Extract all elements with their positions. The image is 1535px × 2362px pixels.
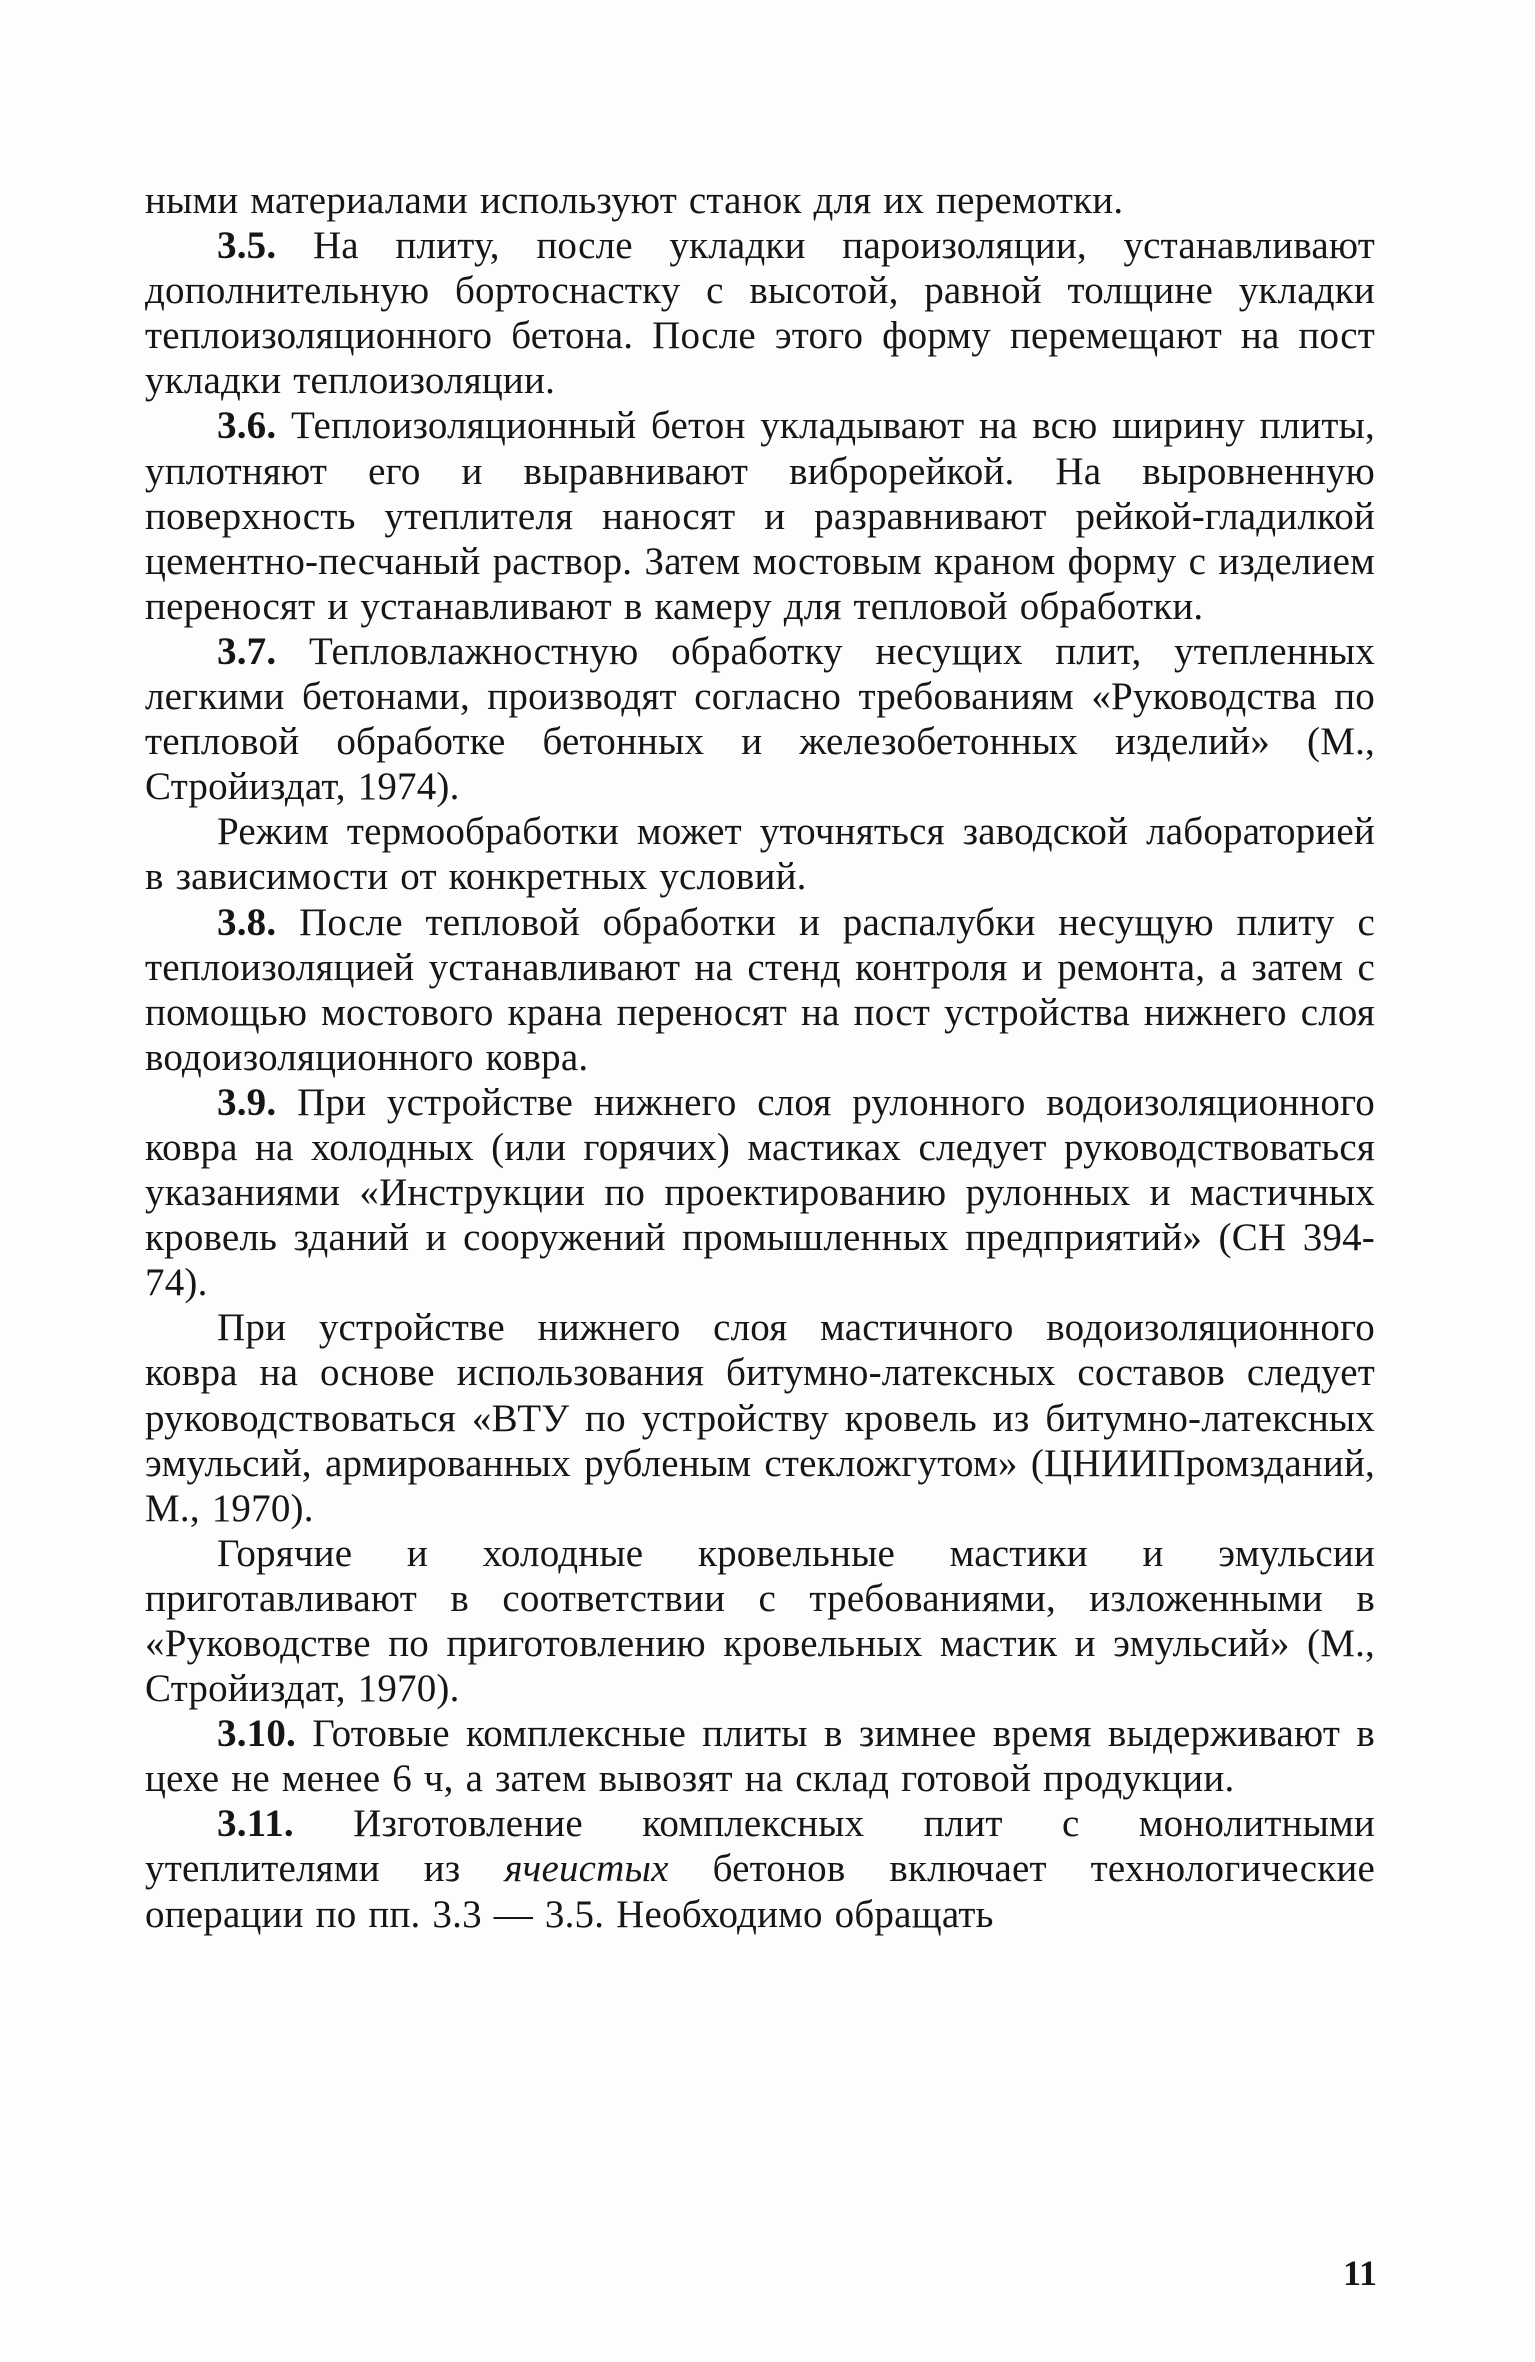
paragraph-text: Горячие и холодные кровельные мастики и эмульсии приготавливают в соответствии с требованиями, изложенными в «Руководстве по приготовлению кровельных мастик и эмульсий» (М., Стройиздат, 1970). [145,1531,1375,1711]
paragraph-3-7 [145,629,1375,809]
paragraph-text: На плиту, после укладки пароизоляции, устанавливают дополнительную бортоснастку с высотой, равной толщине укладки теплоизоляционного бетона. После этого форму перемещают на пост укладки теплоизоляции. [145,224,1376,403]
paragraph-3-6 [145,403,1375,628]
paragraph-text: Режим термообработки может уточняться заводской лабораторией в зависимости от конкретных условий. [145,810,1375,899]
paragraph-continuation [145,178,1375,223]
paragraph-text: бетонов включает технологические операции по пп. 3.3 — 3.5. Необходимо обращать [145,1847,1376,1936]
clause-number: 3.7. [217,629,277,673]
paragraph-3-5 [145,223,1375,403]
paragraph-text: ными материалами используют станок для их перемотки. [145,179,1124,222]
paragraph-text: Тепловлажностную обработку несущих плит, утепленных легкими бетонами, производят согласно требованиям «Руководства по тепловой обработке бетонных и железобетонных изделий» (М., Стройиздат, 1974). [145,629,1375,809]
paragraph-3-11 [145,1801,1375,1936]
clause-number: 3.6. [217,404,277,448]
italic-term: ячеистых [504,1847,669,1891]
paragraph-text: При устройстве нижнего слоя мастичного водоизоляционного ковра на основе использования битумно-латексных составов следует руководствоваться «ВТУ по устройству кровель из битумно-латексных эмульсий, армированных рубленым стекложгутом» (ЦНИИПромзданий, М., 1970). [145,1306,1375,1530]
paragraph-text: После тепловой обработки и распалубки несущую плиту с теплоизоляцией устанавливают на стенд контроля и ремонта, а затем с помощью мостового крана переносят на пост устройства нижнего слоя водоизоляционного ковра. [145,900,1375,1079]
clause-number: 3.5. [217,224,277,268]
paragraph-3-9 [145,1080,1375,1305]
paragraph-text: Изготовление комплексных плит с монолитными утеплителями из [145,1802,1375,1891]
clause-number: 3.8. [217,900,277,944]
paragraph-3-8 [145,900,1375,1080]
clause-number: 3.11. [217,1802,294,1846]
clause-number: 3.10. [217,1712,296,1756]
paragraph-hot-cold [145,1531,1375,1711]
paragraph-3-10 [145,1711,1375,1801]
paragraph-regime [145,809,1375,899]
paragraph-text: Теплоизоляционный бетон укладывают на всю ширину плиты, уплотняют его и выравнивают виброрейкой. На выровненную поверхность утеплителя наносят и разравнивают рейкой-гладилкой цементно-песчаный раствор. Затем мостовым краном форму с изделием переносят и устанавливают в камеру для тепловой обработки. [145,404,1375,628]
paragraph-mastic [145,1305,1375,1530]
page-number: 11 [1342,2253,1377,2293]
paragraph-text: Готовые комплексные плиты в зимнее время выдерживают в цехе не менее 6 ч, а затем вывозят на склад готовой продукции. [145,1712,1375,1801]
paragraph-text: При устройстве нижнего слоя рулонного водоизоляционного ковра на холодных (или горячих) мастиках следует руководствоваться указаниями «Инструкции по проектированию рулонных и мастичных кровель зданий и сооружений промышленных предприятий» (СН 394-74). [145,1080,1376,1305]
clause-number: 3.9. [217,1080,277,1124]
body-text [145,178,1375,1937]
